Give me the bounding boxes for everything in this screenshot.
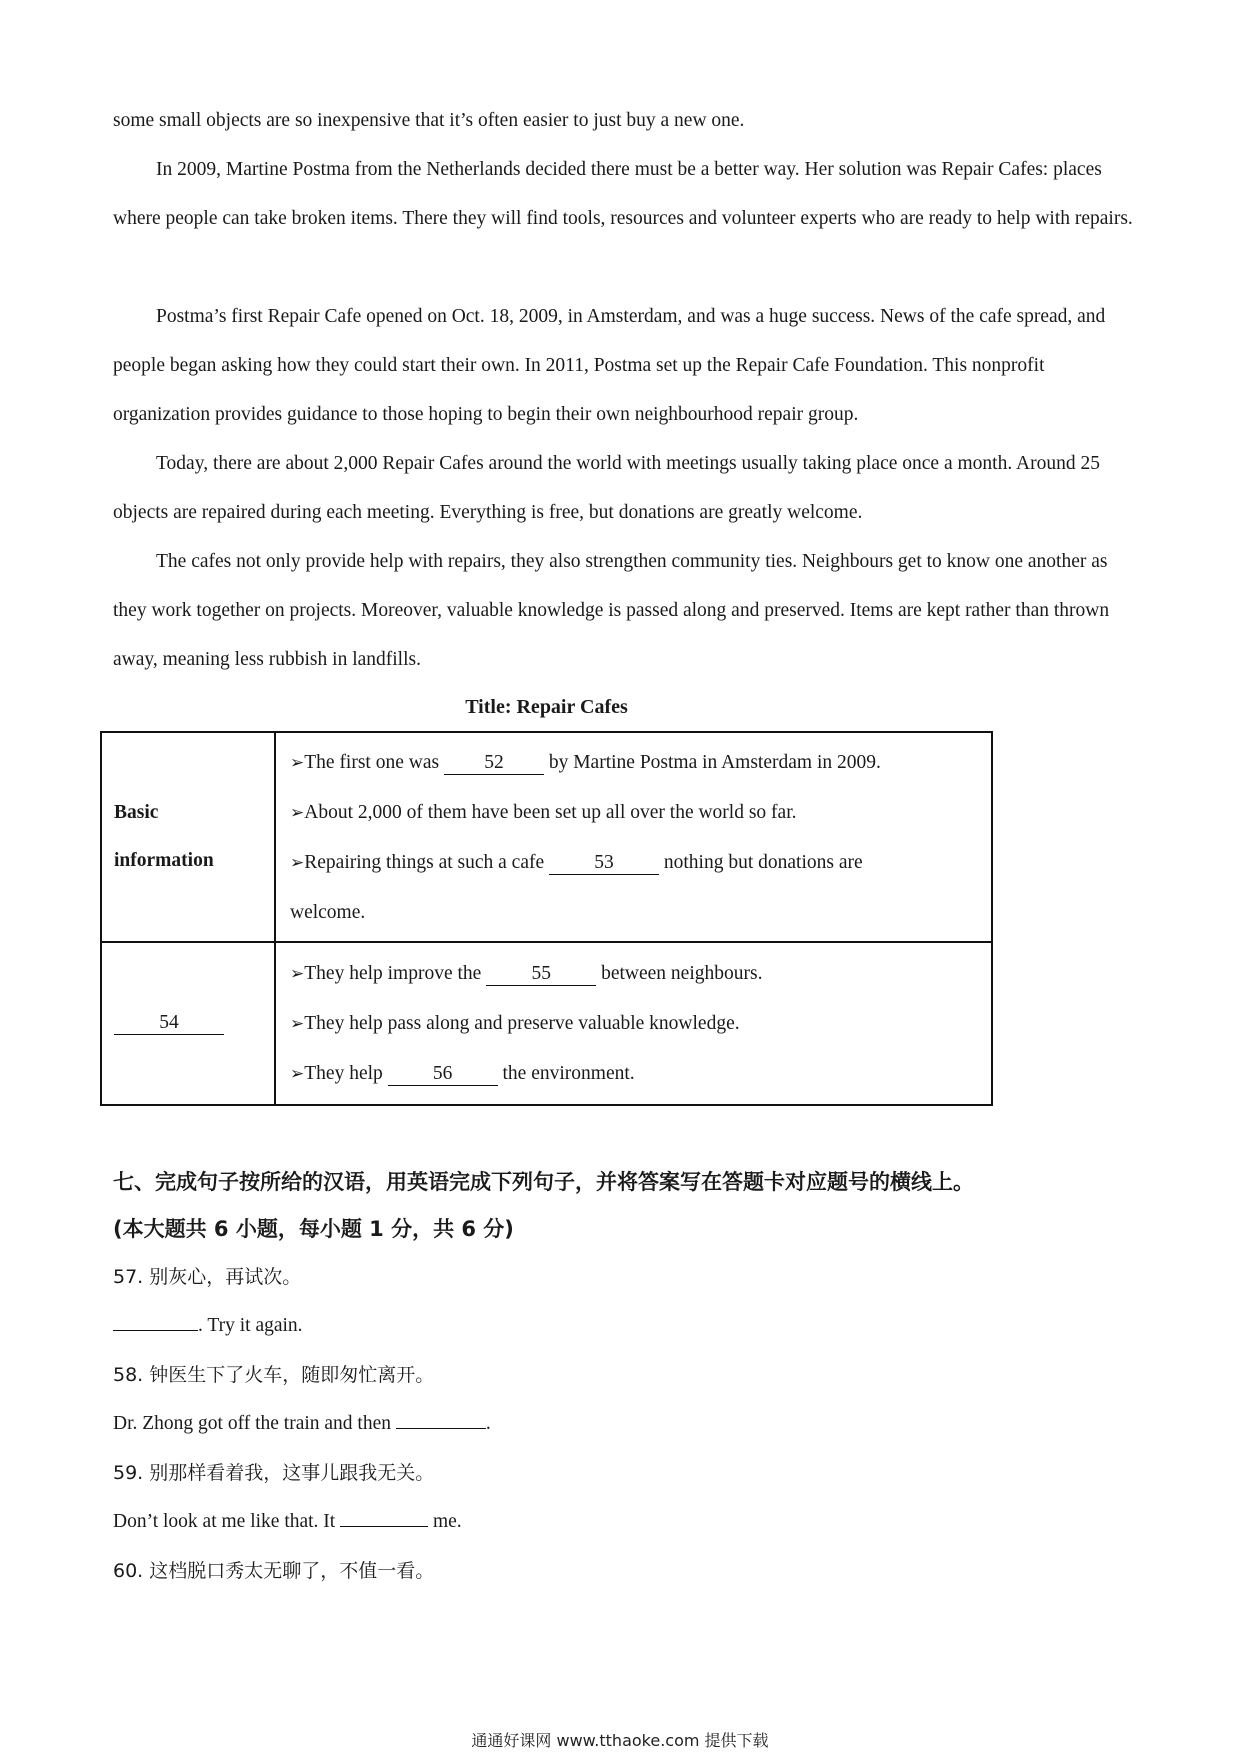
table-row xyxy=(101,942,992,1105)
answer-blank-53[interactable]: 53 xyxy=(549,852,659,875)
row-label-cell xyxy=(101,732,275,942)
bullet-item xyxy=(290,1049,991,1099)
passage-paragraph: The cafes not only provide help with repairs, they also strengthen community ties. Neighbours get to know one another as they work together on projects. Moreover, valuable knowledge is passed along and preserved. Items are kept rather than thrown away, meaning less rubbish in landfills. xyxy=(113,551,1110,670)
answer-blank-52[interactable]: 52 xyxy=(444,752,544,775)
bullet-item xyxy=(290,738,991,788)
bullet-item xyxy=(290,788,991,838)
answer-text: . Try it again. xyxy=(198,1315,303,1336)
answer-text: Don’t look at me like that. It xyxy=(113,1511,341,1532)
question-prompt: 57. 别灰心，再试次。 xyxy=(113,1266,302,1288)
answer-blank-57[interactable] xyxy=(113,1330,198,1331)
question-prompt: 60. 这档脱口秀太无聊了，不值一看。 xyxy=(113,1560,435,1582)
row-label: information xyxy=(114,850,214,871)
bullet-text: the environment. xyxy=(497,1062,635,1084)
arrow-bullet-icon: ➢ xyxy=(290,752,305,773)
passage-paragraph: Postma’s first Repair Cafe opened on Oct. 18, 2009, in Amsterdam, and was a huge success. News of the cafe spread, and people began asking how they could start their own. In 2011, Postma set up the Repair Cafe Foundation. This nonprofit organization provides guidance to those hoping to begin their own neighbourhood repair group. xyxy=(113,306,1106,425)
passage-paragraph: some small objects are so inexpensive that it’s often easier to just buy a new one. xyxy=(113,110,745,131)
section-subheading: (本大题共 6 小题，每小题 1 分，共 6 分) xyxy=(113,1217,514,1241)
passage-paragraph: In 2009, Martine Postma from the Netherlands decided there must be a better way. Her solution was Repair Cafes: places where people can take broken items. There they will find tools, resources and volunteer experts who are ready to help with repairs. xyxy=(113,159,1133,229)
answer-blank-58[interactable] xyxy=(396,1428,486,1429)
table-title: Title: Repair Cafes xyxy=(465,696,628,718)
bullet-text: About 2,000 of them have been set up all over the world so far. xyxy=(304,801,797,823)
bullet-text: between neighbours. xyxy=(596,962,763,984)
question-answer-line xyxy=(113,1507,462,1537)
section-heading: 七、完成句子按所给的汉语，用英语完成下列句子，并将答案写在答题卡对应题号的横线上。 xyxy=(113,1170,974,1194)
bullet-item xyxy=(290,999,991,1049)
row-content-cell xyxy=(275,942,992,1105)
bullet-text: The first one was xyxy=(304,751,444,773)
answer-text: . xyxy=(485,1413,491,1434)
bullet-continuation: welcome. xyxy=(290,901,366,923)
arrow-bullet-icon: ➢ xyxy=(290,1013,305,1034)
answer-blank-55[interactable]: 55 xyxy=(486,963,596,986)
answer-blank-59[interactable] xyxy=(340,1526,428,1527)
row-label: Basic xyxy=(114,802,159,823)
arrow-bullet-icon: ➢ xyxy=(290,852,305,873)
page-footer: 通通好课网 www.tthaoke.com 提供下载 xyxy=(471,1731,769,1750)
question-answer-line xyxy=(113,1409,491,1439)
summary-table xyxy=(100,731,993,1106)
bullet-text: They help improve the xyxy=(304,962,487,984)
row-content-cell xyxy=(275,732,992,942)
answer-text: me. xyxy=(428,1511,462,1532)
bullet-text: They help pass along and preserve valuable knowledge. xyxy=(304,1012,740,1034)
answer-blank-54[interactable]: 54 xyxy=(114,1012,224,1035)
row-label-cell xyxy=(101,942,275,1105)
passage-paragraph: Today, there are about 2,000 Repair Cafes around the world with meetings usually taking place once a month. Around 25 objects are repaired during each meeting. Everything is free, but donations are greatly welcome. xyxy=(113,453,1100,523)
arrow-bullet-icon: ➢ xyxy=(290,802,305,823)
question-answer-line xyxy=(113,1311,303,1341)
question-prompt: 59. 别那样看着我，这事儿跟我无关。 xyxy=(113,1462,435,1484)
table-row xyxy=(101,732,992,942)
bullet-text: nothing but donations are xyxy=(659,851,863,873)
bullet-item xyxy=(290,838,991,888)
bullet-item xyxy=(290,949,991,999)
bullet-text: Repairing things at such a cafe xyxy=(304,851,549,873)
answer-text: Dr. Zhong got off the train and then xyxy=(113,1413,396,1434)
bullet-text: They help xyxy=(304,1062,388,1084)
question-prompt: 58. 钟医生下了火车，随即匆忙离开。 xyxy=(113,1364,435,1386)
arrow-bullet-icon: ➢ xyxy=(290,1063,305,1084)
bullet-text: by Martine Postma in Amsterdam in 2009. xyxy=(543,751,881,773)
arrow-bullet-icon: ➢ xyxy=(290,963,305,984)
answer-blank-56[interactable]: 56 xyxy=(388,1063,498,1086)
